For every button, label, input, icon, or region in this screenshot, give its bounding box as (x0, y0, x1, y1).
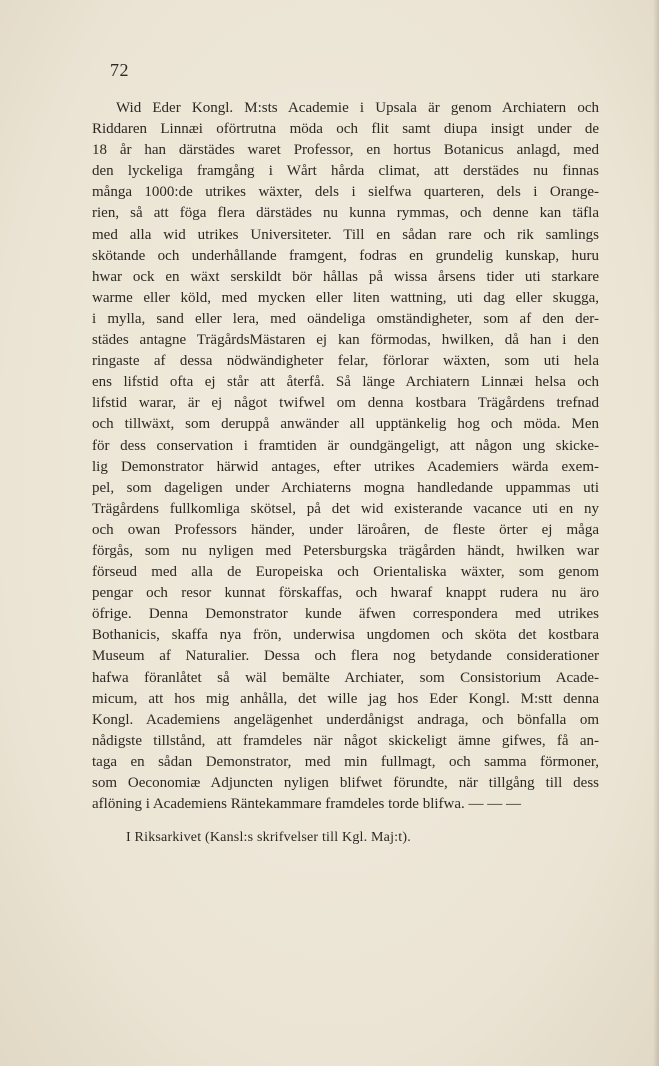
page-number: 72 (110, 60, 129, 80)
text-line: Kongl. Academiens angelägenhet underdånigst andraga, och bönfalla om (92, 711, 599, 728)
text-line: den lyckeliga framgång i Wårt hårda climat, att derstädes nu finnas (92, 163, 599, 180)
text-line: och owan Professors händer, under läroåren, de fleste örter ej måga (92, 521, 599, 538)
text-line: förgås, som nu nyligen med Petersburgska trägården händt, hwilken war (92, 542, 599, 559)
text-line: Riddaren Linnæi oförtrutna möda och flit samt diupa insigt under de (92, 121, 599, 138)
text-line: pel, som dageligen under Archiaterns mogna handledande uppammas uti (92, 479, 599, 496)
text-line: warme eller köld, med mycken eller liten wattning, uti dag eller skugga, (92, 289, 599, 306)
text-line: för dess conservation i framtiden är oundgängeligt, att någon ung skicke- (92, 437, 599, 454)
text-line: Bothanicis, skaffa nya frön, underwisa ungdomen och sköta det kostbara (92, 627, 599, 644)
text-line: rien, så att föga flera därstädes nu kunna rymmas, och denne kan täfla (92, 205, 599, 222)
text-line: Museum af Naturalier. Dessa och flera nog betydande considerationer (92, 648, 599, 665)
text-line: förseud med alla de Europeiska och Orientaliska wäxter, som genom (92, 564, 599, 581)
page-edge-shadow (653, 0, 659, 1066)
text-line: hwar ock en wäxt serskildt bör hållas på wissa årsens tider uti starkare (92, 268, 599, 285)
text-line: Wid Eder Kongl. M:sts Academie i Upsala är genom Archiatern och (116, 100, 599, 116)
text-line: och tillwäxt, som deruppå anwänder all upptänkelig hog och möda. Men (92, 416, 599, 433)
text-line: hafwa föranlåtet så wäl bemälte Archiater, som Consistorium Acade- (92, 669, 599, 686)
text-line: micum, att hos mig anhålla, det wille jag hos Eder Kongl. M:stt denna (92, 690, 599, 707)
footnote: I Riksarkivet (Kansl:s skrifvelser till Kgl. Maj:t). (126, 830, 411, 845)
text-line: som Oeconomiæ Adjuncten nyligen blifwet förundte, när tillgång till dess (92, 775, 599, 791)
body-text (92, 98, 599, 815)
text-line: 18 år han därstädes waret Professor, en hortus Botanicus anlagd, med (92, 142, 599, 159)
text-line: nådigste tillstånd, att framdeles när något skickeligt ämne gifwes, få an- (92, 732, 599, 749)
text-line: aflöning i Academiens Räntekammare framdeles torde blifwa. — — — (92, 796, 522, 813)
text-line: många 1000:de utrikes wäxter, dels i sielfwa quarteren, dels i Orange- (92, 184, 599, 201)
text-line: öfrige. Denna Demonstrator kunde äfwen correspondera med utrikes (92, 606, 599, 623)
text-line: ens lifstid ofta ej står att återfå. Så länge Archiatern Linnæi helsa och (92, 374, 599, 391)
text-line: Trägårdens fullkomliga skötsel, på det wid existerande vacance uti en ny (92, 500, 599, 517)
text-line: städes antagne TrägårdsMästaren ej kan förmodas, hwilken, då han i den (92, 332, 599, 349)
text-line: i mylla, sand eller lera, med oändeliga omständigheter, som af den der- (92, 310, 599, 327)
text-line: pengar och resor kunnat förskaffas, och hwaraf knappt rudera nu äro (92, 585, 599, 602)
text-line: skötande och underhållande framgent, fodras en grundelig kunskap, huru (92, 247, 599, 264)
text-line: lig Demonstrator härwid antages, efter utrikes Academiers wärda exem- (92, 458, 599, 475)
text-line: lifstid warar, är ej något twifwel om denna kostbara Trägårdens trefnad (92, 395, 599, 412)
text-line: med alla wid utrikes Universiteter. Till en sådan rare och rik samlings (92, 226, 599, 243)
text-line: taga en sådan Demonstrator, med min fullmagt, och samma förmoner, (92, 753, 599, 770)
text-line: ringaste af dessa nödwändigheter felar, förlorar wäxten, som uti hela (92, 353, 599, 370)
